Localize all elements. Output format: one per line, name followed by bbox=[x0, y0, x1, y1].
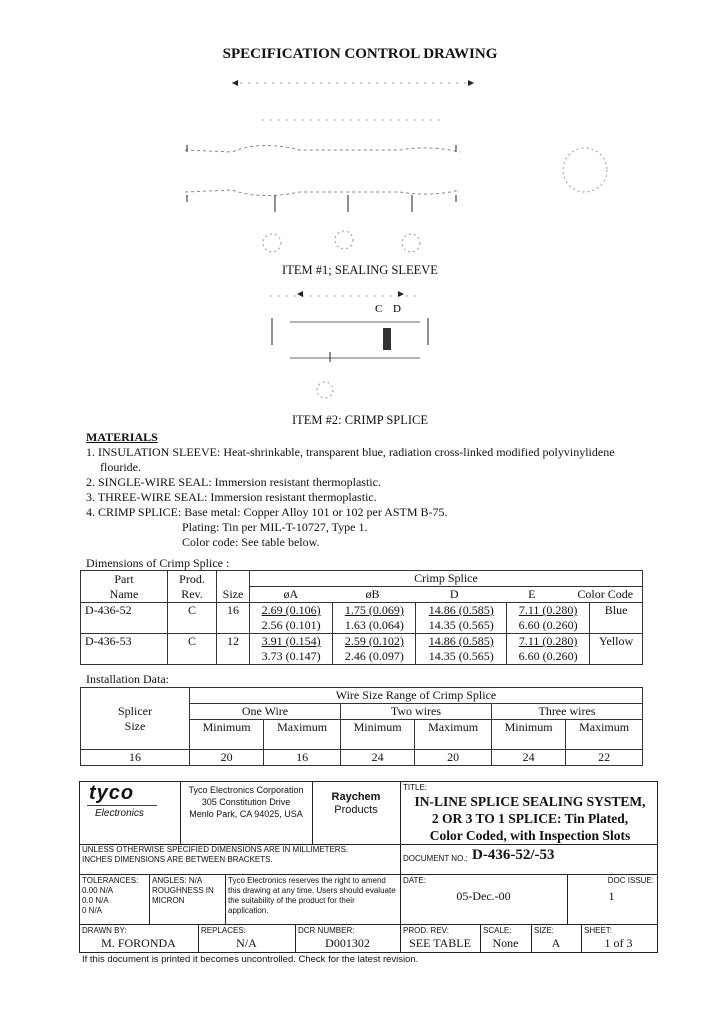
header-rev: Prod. Rev. bbox=[168, 571, 217, 603]
footer-note: If this document is printed it becomes uncontrolled. Check for the latest revision. bbox=[82, 954, 419, 965]
header-part: Part Name bbox=[81, 571, 168, 603]
materials-heading: MATERIALS bbox=[86, 430, 158, 444]
arrow-icon bbox=[297, 291, 303, 297]
replaces-value: N/A bbox=[236, 936, 257, 950]
title-label: TITLE: bbox=[403, 783, 428, 792]
wire-range-header: Wire Size Range of Crimp Splice bbox=[190, 688, 643, 704]
tolerances: TOLERANCES: 0.00 N/A 0.0 N/A 0 N/A bbox=[82, 876, 139, 915]
drawn-by-value: M. FORONDA bbox=[101, 936, 176, 950]
date-label: DATE: bbox=[403, 876, 426, 885]
prod-rev-value: SEE TABLE bbox=[409, 936, 471, 950]
company-address: Tyco Electronics Corporation 305 Constitution Drive Menlo Park, CA 94025, USA bbox=[188, 785, 304, 819]
sub-header: Two wires bbox=[340, 704, 491, 720]
sub-header: One Wire bbox=[190, 704, 341, 720]
materials-line: 1. INSULATION SLEEVE: Heat-shrinkable, transparent blue, radiation cross-linked modified polyvinylidene bbox=[86, 445, 615, 459]
title-block bbox=[79, 781, 658, 954]
install-table-caption: Installation Data: bbox=[86, 672, 169, 686]
materials-line: Plating: Tin per MIL-T-10727, Type 1. bbox=[182, 520, 368, 534]
sub-header: Three wires bbox=[491, 704, 642, 720]
dim-label: D bbox=[393, 303, 401, 315]
page-title: SPECIFICATION CONTROL DRAWING bbox=[222, 46, 498, 62]
table-row: 16 20 16 24 20 24 22 bbox=[81, 750, 643, 766]
item2-caption: ITEM #2: CRIMP SPLICE bbox=[291, 413, 428, 427]
arrow-icon bbox=[398, 291, 404, 297]
materials-section bbox=[86, 430, 615, 550]
tyco-logo-sub: Electronics bbox=[95, 808, 144, 819]
dcr-value: D001302 bbox=[325, 936, 370, 950]
document-title: IN-LINE SPLICE SEALING SYSTEM, 2 OR 3 TO 1 SPLICE: Tin Plated, Color Coded, with Inspection Slots bbox=[414, 794, 646, 843]
date-value: 05-Dec.-00 bbox=[456, 889, 511, 903]
materials-line: Color code: See table below. bbox=[182, 535, 320, 549]
dcr-label: DCR NUMBER: bbox=[298, 926, 355, 935]
table-row: D-436-53 C 12 3.91 (0.154) 3.73 (0.147) 2.59 (0.102) 2.46 (0.097) 14.86 (0.585) 14.35 (0.565) 7.11 (0.280) 6.60 (0.260) Yellow bbox=[81, 634, 643, 665]
installation-table: Splicer Size Wire Size Range of Crimp Splice One Wire Two wires Three wires Minimum Maximum Minimum Maximum Minimum Maximum 16 20 16 24 20 24 22 bbox=[80, 687, 643, 766]
arrow-icon bbox=[232, 80, 238, 86]
size-value: A bbox=[551, 936, 561, 950]
prod-rev-label: PROD. REV: bbox=[403, 926, 449, 935]
item1-caption: ITEM #1; SEALING SLEEVE bbox=[282, 263, 438, 277]
issue-label: DOC ISSUE: bbox=[607, 876, 654, 885]
materials-line: 3. THREE-WIRE SEAL: Immersion resistant thermoplastic. bbox=[86, 490, 377, 504]
sheet-label: SHEET: bbox=[584, 926, 613, 935]
materials-line: 4. CRIMP SPLICE: Base metal: Copper Alloy 101 or 102 per ASTM B-75. bbox=[86, 505, 448, 519]
tyco-logo: tyco bbox=[89, 782, 135, 804]
disclaimer: Tyco Electronics reserves the right to amend this drawing at any time. Users should evaluate the suitability of the product for their application. bbox=[228, 876, 396, 915]
document-number: D-436-52/-53 bbox=[472, 847, 555, 863]
replaces-label: REPLACES: bbox=[201, 926, 246, 935]
materials-line: 2. SINGLE-WIRE SEAL: Immersion resistant thermoplastic. bbox=[86, 475, 381, 489]
crimp-table-caption: Dimensions of Crimp Splice : bbox=[86, 556, 230, 570]
issue-value: 1 bbox=[608, 889, 615, 903]
crimp-splice-table bbox=[80, 570, 643, 665]
header-size: Size bbox=[217, 571, 250, 603]
units-note: UNLESS OTHERWISE SPECIFIED DIMENSIONS ARE IN MILLIMETERS. INCHES DIMENSIONS ARE BETWEEN BRACKETS. bbox=[82, 845, 349, 864]
raychem-logo: Raychem Products bbox=[331, 791, 381, 816]
materials-line: flouride. bbox=[100, 460, 141, 474]
sheet-value: 1 of 3 bbox=[604, 936, 633, 950]
size-label: SIZE: bbox=[534, 926, 555, 935]
scale-value: None bbox=[492, 936, 519, 950]
doc-no-label: DOCUMENT NO.: bbox=[403, 854, 468, 863]
header-group: Crimp Splice øA øB D E Color Code bbox=[250, 571, 643, 603]
technical-drawing bbox=[0, 0, 720, 440]
scale-label: SCALE: bbox=[483, 926, 512, 935]
angles-roughness: ANGLES: N/A ROUGHNESS IN MICRON bbox=[152, 876, 214, 905]
splicer-size-header: Splicer Size bbox=[81, 688, 190, 750]
drawn-by-label: DRAWN BY: bbox=[82, 926, 127, 935]
arrow-icon bbox=[468, 80, 474, 86]
table-row: D-436-52 C 16 2.69 (0.106) 2.56 (0.101) 1.75 (0.069) 1.63 (0.064) 14.86 (0.585) 14.35 (0.565) 7.11 (0.280) 6.60 (0.260) Blue bbox=[81, 603, 643, 634]
dim-label: C bbox=[375, 303, 383, 315]
